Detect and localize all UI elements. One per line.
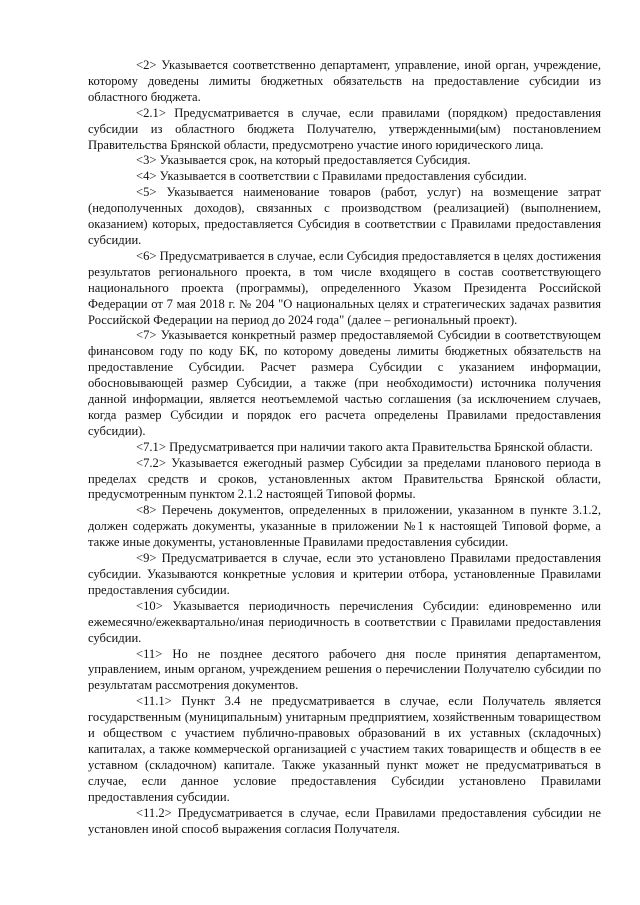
footnote-6: <6> Предусматривается в случае, если Субсидия предоставляется в целях достижения результатов регионального проекта, в том числе входящего в состав соответствующего национального проекта (программы), определенного Указом Президента Российской Федерации от 7 мая 2018 г. № 204 "О национальных целях и стратегических задачах развития Российской Федерации на период до 2024 года" (далее – региональный проект).	[88, 248, 601, 327]
footnote-7-2: <7.2> Указывается ежегодный размер Субсидии за пределами планового периода в пределах средств и сроков, установленных актом Правительства Брянской области, предусмотренным пунктом 2.1.2 настоящей Типовой формы.	[88, 455, 601, 502]
footnote-4: <4> Указывается в соответствии с Правилами предоставления субсидии.	[136, 169, 527, 184]
footnote-11: <11> Но не позднее десятого рабочего дня после принятия департаментом, управлением, иным органом, учреждением решения о перечислении Получателю субсидии по результатам рассмотрения документов.	[88, 646, 601, 693]
footnote-9: <9> Предусматривается в случае, если это установлено Правилами предоставления субсидии. Указываются конкретные условия и критерии отбора, установленные Правилами предоставления субсидии.	[88, 551, 601, 597]
footnote-10: <10> Указывается периодичность перечисления Субсидии: единовременно или ежемесячно/ежеквартально/иная периодичность в соответствии с Правилами предоставления субсидии.	[88, 598, 601, 645]
footnote-5: <5> Указывается наименование товаров (работ, услуг) на возмещение затрат (недополученных доходов), связанных с производством (реализацией) (выполнением, оказанием) которых, предоставляется Субсидия в соответствии с Правилами предоставления субсидии.	[88, 185, 601, 247]
footnote-7-1: <7.1> Предусматривается при наличии такого акта Правительства Брянской области.	[136, 439, 593, 454]
footnote-3: <3> Указывается срок, на который предоставляется Субсидия.	[136, 153, 471, 168]
document-page	[88, 58, 601, 837]
footnote-11-1: <11.1> Пункт 3.4 не предусматривается в случае, если Получатель является государственным (муниципальным) унитарным предприятием, хозяйственным товариществом и обществом с участием публично-правовых образований в их уставных (складочных) капиталах, а также коммерческой организацией с участием таких товариществ и обществ в ее уставном (складочном) капитале. Также указанный пункт может не предусматриваться в случае, если данное условие предоставления Субсидии установлено Правилами предоставления субсидии.	[88, 694, 601, 804]
footnote-2-1: <2.1> Предусматривается в случае, если правилами (порядком) предоставления субсидии из областного бюджета Получателю, утвержденными(ым) постановлением Правительства Брянской области, предусмотрено участие иного юридического лица.	[88, 105, 601, 152]
footnote-2: <2> Указывается соответственно департамент, управление, иной орган, учреждение, которому доведены лимиты бюджетных обязательств на предоставление субсидии из областного бюджета.	[88, 58, 601, 104]
footnote-8: <8> Перечень документов, определенных в приложении, указанном в пункте 3.1.2, должен содержать документы, указанные в приложении №1 к настоящей Типовой форме, а также иные документы, установленные Правилами предоставления субсидии.	[88, 503, 601, 550]
footnote-11-2: <11.2> Предусматривается в случае, если Правилами предоставления субсидии не установлен иной способ выражения согласия Получателя.	[88, 805, 601, 836]
footnote-7: <7> Указывается конкретный размер предоставляемой Субсидии в соответствующем финансовом году по коду БК, по которому доведены лимиты бюджетных обязательств на предоставление Субсидии. Расчет размера Субсидии с указанием информации, обосновывающей размер Субсидии, а также (при необходимости) источника получения данной информации, является неотъемлемой частью соглашения (за исключением случаев, когда размер Субсидии и порядок его расчета определены Правилами предоставления субсидии).	[88, 328, 601, 438]
